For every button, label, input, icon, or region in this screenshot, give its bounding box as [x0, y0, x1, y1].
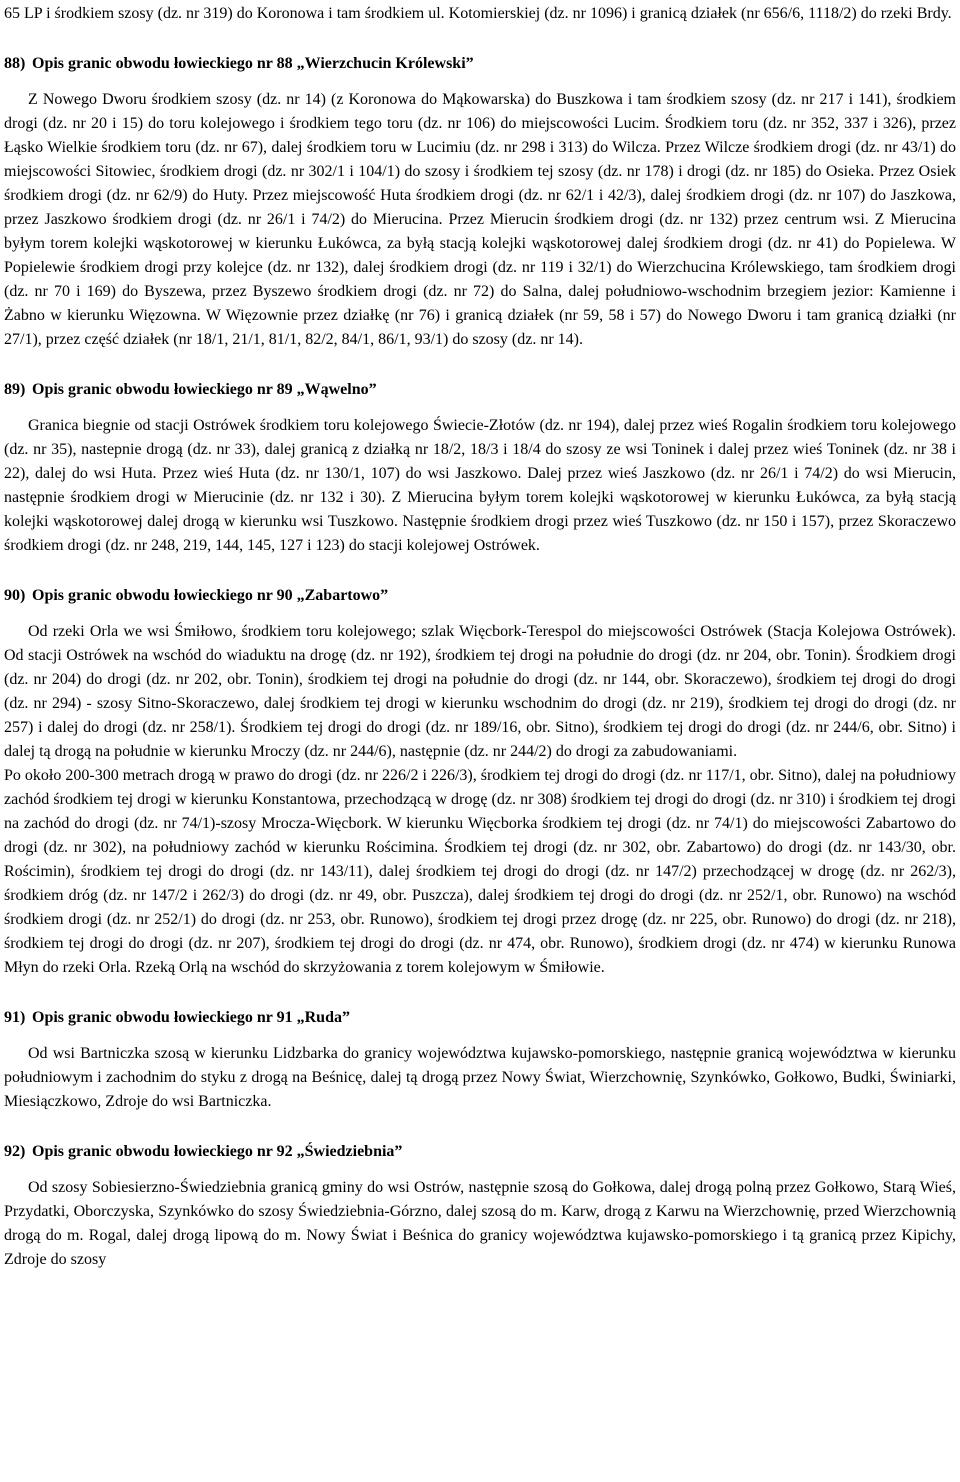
section-90 — [4, 584, 956, 980]
section-paragraph: Po około 200-300 metrach drogą w prawo do drogi (dz. nr 226/2 i 226/3), środkiem tej drogi do drogi (dz. nr 117/1, obr. Sitno), dalej na południowy zachód środkiem tej drogi w kierunku Konstantowa, przechodzącą w drogę (dz. nr 308) środkiem tej drogi do drogi (dz. nr 310) i środkiem tej drogi na zachód do drogi (dz. nr 74/1)-szosy Mrocza-Więcbork. W kierunku Więcborka środkiem tej drogi (dz. nr 74/1) do miejscowości Zabartowo do drogi (dz. nr 302), na południowy zachód w kierunku Rościmina. Środkiem tej drogi (dz. nr 302, obr. Zabartowo) do drogi (dz. nr 143/30, obr. Rościmin), środkiem tej drogi do drogi (dz. nr 143/11), dalej środkiem tej drogi do drogi (dz. nr 147/2) przechodzącej w drogę (dz. nr 262/3), środkiem dróg (dz. nr 147/2 i 262/3) do drogi (dz. nr 49, obr. Puszcza), dalej środkiem tej drogi do drogi (dz. nr 252/1, obr. Runowo) na wschód środkiem drogi (dz. nr 252/1) do drogi (dz. nr 253, obr. Runowo), środkiem tej drogi przez drogę (dz. nr 225, obr. Runowo) do drogi (dz. nr 218), środkiem tej drogi do drogi (dz. nr 207), środkiem tej drogi do drogi (dz. nr 474, obr. Runowo), środkiem drogi (dz. nr 474) w kierunku Runowa Młyn do rzeki Orla. Rzeką Orlą na wschód do skrzyżowania z torem kolejowym w Śmiłowie. — [4, 767, 956, 976]
section-title: Opis granic obwodu łowieckiego nr 89 „Wąwelno” — [32, 381, 377, 398]
section-paragraph: Z Nowego Dworu środkiem szosy (dz. nr 14) (z Koronowa do Mąkowarska) do Buszkowa i tam środkiem szosy (dz. nr 217 i 141), środkiem drogi (dz. nr 20 i 15) do toru kolejowego i środkiem tego toru (dz. nr 106) do miejscowości Lucim. Środkiem toru (dz. nr 352, 337 i 326), przez Łąsko Wielkie środkiem toru (dz. nr 67), dalej środkiem toru w Lucimiu (dz. nr 298 i 313) do Wilcza. Przez Wilcze środkiem drogi (dz. nr 43/1) do miejscowości Sitowiec, środkiem drogi (dz. nr 302/1 i 104/1) do szosy i środkiem tej szosy (dz. nr 178) i drogi (dz. nr 185) do Osieka. Przez Osiek środkiem drogi (dz. nr 62/9) do Huty. Przez miejscowość Huta środkiem drogi (dz. nr 62/1 i 42/3), dalej środkiem drogi (dz. nr 107) do Jaszkowa, przez Jaszkowo środkiem drogi (dz. nr 26/1 i 74/2) do Mierucina. Przez Mierucin środkiem drogi (dz. nr 132) przez centrum wsi. Z Mierucina byłym torem kolejki wąskotorowej w kierunku Łukówca, za byłą stacją kolejki wąskotorowej dalej środkiem drogi (dz. nr 41) do Popielewa. W Popielewie środkiem drogi przy kolejce (dz. nr 132), dalej środkiem drogi (dz. nr 119 i 32/1) do Wierzchucina Królewskiego, tam środkiem drogi (dz. nr 70 i 169) do Byszewa, przez Byszewo środkiem drogi (dz. nr 72) do Salna, dalej południowo-wschodnim brzegiem jezior: Kamienne i Żabno w kierunku Więzowna. W Więzownie przez działkę (nr 76) i granicą działek (nr 59, 58 i 57) do Nowego Dworu i tam granicą działki (nr 27/1), przez część działek (nr 18/1, 21/1, 81/1, 82/2, 84/1, 86/1, 93/1) do szosy (dz. nr 14). — [4, 91, 956, 348]
section-number: 89) — [4, 381, 26, 398]
section-title: Opis granic obwodu łowieckiego nr 88 „Wierzchucin Królewski” — [32, 55, 474, 72]
section-heading — [4, 378, 956, 402]
section-paragraph: Od szosy Sobiesierzno-Świedziebnia granicą gminy do wsi Ostrów, następnie szosą do Gołkowa, dalej drogą polną przez Gołkowo, Starą Wieś, Przydatki, Oborczyska, Szynkówko do szosy Świedziebnia-Górzno, dalej szosą do m. Karw, drogą z Karwu na Wierzchownię, przed Wierzchownią drogą do m. Rogal, dalej drogą lipową do m. Nowy Świat i Beśnica do granicy województwa kujawsko-pomorskiego i tą granicą przez Kipichy, Zdroje do szosy — [4, 1179, 956, 1268]
section-title: Opis granic obwodu łowieckiego nr 92 „Świedziebnia” — [32, 1143, 403, 1160]
section-number: 90) — [4, 587, 26, 604]
intro-paragraph: 65 LP i środkiem szosy (dz. nr 319) do Koronowa i tam środkiem ul. Kotomierskiej (dz. nr 1096) i granicą działek (nr 656/6, 1118/2) do rzeki Brdy. — [4, 5, 952, 22]
section-paragraph: Granica biegnie od stacji Ostrówek środkiem toru kolejowego Świecie-Złotów (dz. nr 194), dalej przez wieś Rogalin środkiem toru kolejowego (dz. nr 35), nastepnie drogą (dz. nr 33), dalej granicą z działką nr 18/2, 18/3 i 18/4 do szosy ze wsi Toninek i dalej przez wieś Toninek (dz. nr 38 i 22), dalej do wsi Huta. Przez wieś Huta (dz. nr 130/1, 107) do wsi Jaszkowo. Dalej przez wieś Jaszkowo (dz. nr 26/1 i 74/2) do wsi Mierucin, następnie środkiem drogi w Mierucinie (dz. nr 132 i 30). Z Mierucina byłym torem kolejki wąskotorowej w kierunku Łukówca, za byłą stacją kolejki wąskotorowej dalej drogą w kierunku wsi Tuszkowo. Następnie środkiem drogi przez wieś Tuszkowo (dz. nr 150 i 157), przez Skoraczewo środkiem drogi (dz. nr 248, 219, 144, 145, 127 i 123) do stacji kolejowej Ostrówek. — [4, 417, 956, 554]
section-heading — [4, 1006, 956, 1030]
section-heading — [4, 52, 956, 76]
section-92 — [4, 1140, 956, 1272]
section-number: 92) — [4, 1143, 26, 1160]
section-title: Opis granic obwodu łowieckiego nr 90 „Zabartowo” — [32, 587, 389, 604]
section-heading — [4, 1140, 956, 1164]
section-number: 88) — [4, 55, 26, 72]
section-number: 91) — [4, 1009, 26, 1026]
section-paragraph: Od wsi Bartniczka szosą w kierunku Lidzbarka do granicy województwa kujawsko-pomorskiego, następnie granicą województwa w kierunku południowym i zachodnim do styku z drogą na Beśnicę, dalej tą drogą przez Nowy Świat, Wierzchownię, Szynkówko, Gołkowo, Budki, Świniarki, Miesiączkowo, Zdroje do wsi Bartniczka. — [4, 1045, 956, 1110]
section-paragraph: Od rzeki Orla we wsi Śmiłowo, środkiem toru kolejowego; szlak Więcbork-Terespol do miejscowości Ostrówek (Stacja Kolejowa Ostrówek). Od stacji Ostrówek na wschód do wiaduktu na drogę (dz. nr 192), środkiem tej drogi na południe do drogi (dz. nr 204, obr. Tonin). Środkiem drogi (dz. nr 204) do drogi (dz. nr 202, obr. Tonin), środkiem tej drogi na południe do drogi (dz. nr 144, obr. Skoraczewo), środkiem tej drogi do drogi (dz. nr 294) - szosy Sitno-Skoraczewo, dalej środkiem tej drogi w kierunku wschodnim do drogi (dz. nr 219), środkiem tej drogi do drogi (dz. nr 257) i dalej do drogi (dz. nr 258/1). Środkiem tej drogi do drogi (dz. nr 189/16, obr. Sitno), środkiem tej drogi do drogi (dz. nr 244/6, obr. Sitno) i dalej tą drogą na południe w kierunku Mroczy (dz. nr 244/6), następnie (dz. nr 244/2) do drogi za zabudowaniami. — [4, 623, 956, 760]
section-88 — [4, 52, 956, 352]
document-page — [4, 0, 956, 1272]
section-heading — [4, 584, 956, 608]
section-91 — [4, 1006, 956, 1114]
section-title: Opis granic obwodu łowieckiego nr 91 „Ruda” — [32, 1009, 350, 1026]
section-89 — [4, 378, 956, 558]
